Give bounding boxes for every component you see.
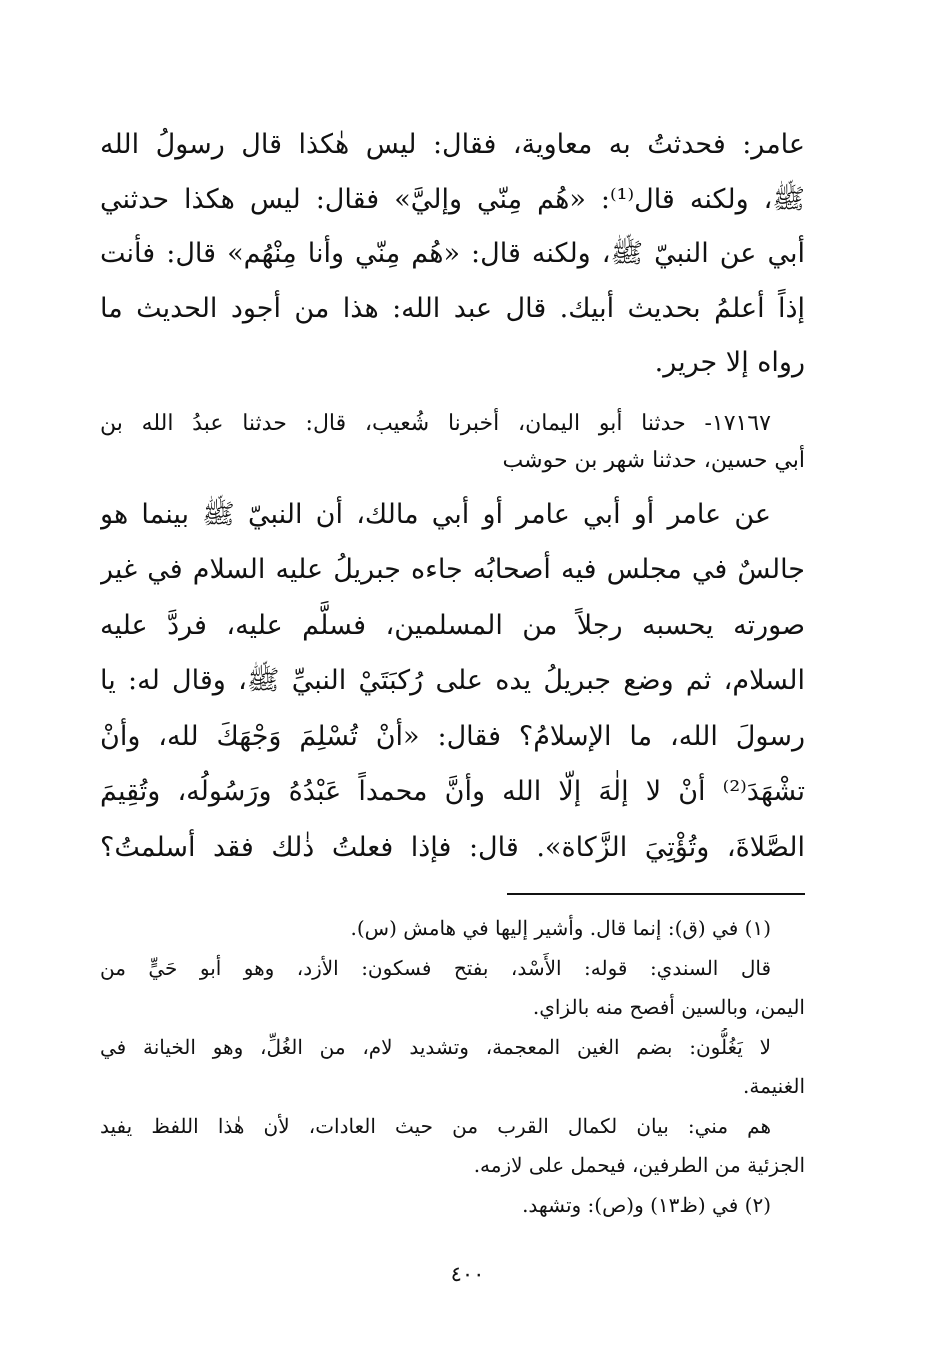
main-text-line: رواه إلا جرير. [654, 347, 805, 378]
hadith-header-block [100, 405, 805, 479]
footnote-line: قال السندي: قوله: الأَسْد، بفتح فسكون: الأزد، وهو أبو حَيٍّ من [100, 955, 771, 980]
hadith-header-line: ١٧١٦٧- حدثنا أبو اليمان، أخبرنا شُعيب، قال: حدثنا عبدُ الله بن [100, 410, 771, 436]
main-text-line: عامر: فحدثتُ به معاوية، فقال: ليس هٰكذا قال رسولُ الله [100, 129, 805, 160]
footnote-line: الغنيمة. [742, 1074, 805, 1098]
main-text-line: الصَّلاةَ، وتُؤْتِيَ الزَّكاة». قال: فإذا فعلتُ ذٰلك فقد أسلمتُ؟ [100, 831, 805, 863]
main-text-line: إذاً أعلمُ بحديث أبيك. قال عبد الله: هذا من أجود الحديث ما [100, 292, 805, 324]
footnote-line: هم مني: بيان لكمال القرب من حيث العادات، لأن هٰذا اللفظ يفيد [100, 1113, 771, 1138]
hadith-header-line: أبي حسين، حدثنا شهر بن حوشب [502, 447, 805, 473]
footnote-divider [507, 893, 805, 895]
footnote-line: لا يَغُلُّون: بضم الغين المعجمة، وتشديد لام، من الغُلِّ، وهو الخيانة في [100, 1034, 771, 1059]
main-text-line: رسولَ الله، ما الإسلامُ؟ فقال: «أنْ تُسْلِمَ وَجْهَكَ لله، وأنْ [100, 720, 805, 752]
footnote-line: الجزئية من الطرفين، فيحمل على لازمه. [473, 1153, 805, 1177]
main-text-line: أبي عن النبيّ ﷺ، ولكنه قال: «هُم مِنّي وأنا مِنْهُم» قال: فأنت [100, 238, 805, 269]
footnote-line: اليمن، وبالسين أفصح منه بالزاي. [532, 995, 805, 1019]
book-page [100, 118, 805, 1225]
main-text-block-1 [100, 118, 805, 391]
footnotes-block [100, 909, 805, 1225]
main-text-line: صورته يحسبه رجلاً من المسلمين، فسلَّم عليه، فردَّ عليه [100, 609, 805, 641]
page-number: ٤٠٠ [450, 1262, 485, 1286]
main-text-line: تشْهَدَ⁽²⁾ أنْ لا إلٰهَ إلّا الله وأنَّ محمداً عَبْدُهُ ورَسُولُه، وتُقِيمَ [100, 776, 805, 807]
footnote-line: (١) في (ق): إنما قال. وأشير إليها في هامش (س). [350, 916, 771, 940]
main-text-line: السلام، ثم وضع جبريلُ يده على رُكبَتَيْ النبيِّ ﷺ، وقال له: يا [100, 665, 805, 696]
main-text-line: جالسٌ في مجلس فيه أصحابُه جاءه جبريلُ عليه السلام في غير [100, 554, 805, 585]
main-text-line: عن عامر أو أبي عامر أو أبي مالك، أن النبيّ ﷺ بينما هو [100, 498, 771, 530]
footnote-line: (٢) في (ظ١٣) و(ص): وتشهد. [522, 1192, 771, 1217]
main-text-line: ﷺ، ولكنه قال⁽¹⁾: «هُم مِنّي وإليَّ» فقال: ليس هكذا حدثني [100, 183, 805, 215]
main-text-block-2 [100, 487, 805, 876]
